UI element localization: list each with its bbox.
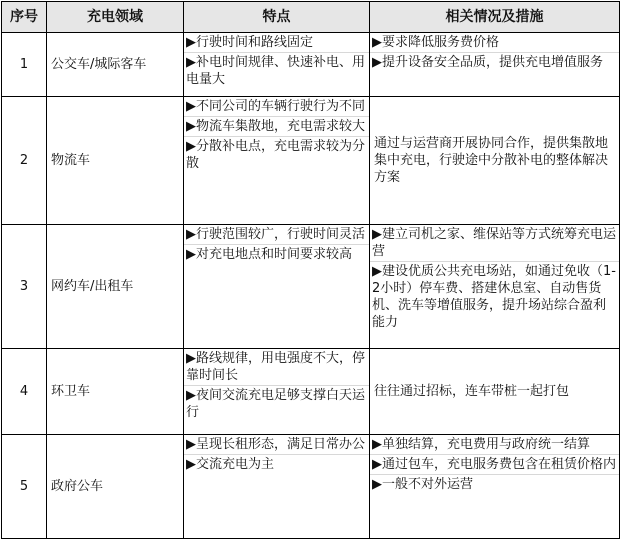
measures-cell xyxy=(370,225,620,349)
row-number: 1 xyxy=(2,33,47,97)
features-cell xyxy=(184,349,370,435)
table-row xyxy=(2,97,620,225)
field-name: 网约车/出租车 xyxy=(47,225,184,349)
feature-item: ▶行驶范围较广，行驶时间灵活 xyxy=(184,225,369,245)
features-cell xyxy=(184,97,370,225)
header-field: 充电领域 xyxy=(47,2,184,33)
measure-item: ▶提升设备安全品质，提供充电增值服务 xyxy=(372,55,603,70)
field-name: 政府公车 xyxy=(47,435,184,539)
field-name: 公交车/城际客车 xyxy=(47,33,184,97)
table-row xyxy=(2,33,620,97)
feature-item: ▶行驶时间和路线固定 xyxy=(184,33,369,53)
feature-item: ▶物流车集散地，充电需求较大 xyxy=(184,117,369,137)
measure-item: ▶建设优质公共充电场站，如通过免收（1-2小时）停车费、搭建休息室、自动售货机、洗车等增值服务，提升场站综合盈利能力 xyxy=(372,264,616,330)
table-row xyxy=(2,225,620,349)
feature-item: ▶分散补电点，充电需求较为分散 xyxy=(186,139,365,171)
measure-item: ▶要求降低服务费价格 xyxy=(370,33,619,53)
feature-item: ▶夜间交流充电足够支撑白天运行 xyxy=(186,388,365,420)
measure-item: ▶一般不对外运营 xyxy=(372,477,473,492)
table-row xyxy=(2,349,620,435)
measure-item: 通过与运营商开展协同合作，提供集散地集中充电，行驶途中分散补电的整体解决方案 xyxy=(370,97,620,225)
measure-item: ▶单独结算，充电费用与政府统一结算 xyxy=(370,435,619,455)
header-no: 序号 xyxy=(2,2,47,33)
charging-table xyxy=(1,1,620,539)
features-cell xyxy=(184,435,370,539)
header-features: 特点 xyxy=(184,2,370,33)
features-cell xyxy=(184,33,370,97)
measure-item: 往往通过招标，连车带桩一起打包 xyxy=(370,349,620,435)
header-row xyxy=(2,2,620,33)
row-number: 4 xyxy=(2,349,47,435)
feature-item: ▶交流充电为主 xyxy=(186,457,274,472)
feature-item: ▶不同公司的车辆行驶行为不同 xyxy=(184,97,369,117)
features-cell xyxy=(184,225,370,349)
header-measures: 相关情况及措施 xyxy=(370,2,620,33)
measure-item: ▶通过包车，充电服务费包含在租赁价格内 xyxy=(370,455,619,475)
field-name: 环卫车 xyxy=(47,349,184,435)
row-number: 3 xyxy=(2,225,47,349)
row-number: 5 xyxy=(2,435,47,539)
feature-item: ▶对充电地点和时间要求较高 xyxy=(186,247,352,262)
measure-item: ▶建立司机之家、维保站等方式统筹充电运营 xyxy=(370,225,619,262)
field-name: 物流车 xyxy=(47,97,184,225)
feature-item: ▶补电时间规律、快速补电、用电量大 xyxy=(186,55,365,87)
feature-item: ▶路线规律，用电强度不大，停靠时间长 xyxy=(184,349,369,386)
row-number: 2 xyxy=(2,97,47,225)
measures-cell xyxy=(370,435,620,539)
measures-cell xyxy=(370,33,620,97)
feature-item: ▶呈现长租形态，满足日常办公 xyxy=(184,435,369,455)
table-row xyxy=(2,435,620,539)
